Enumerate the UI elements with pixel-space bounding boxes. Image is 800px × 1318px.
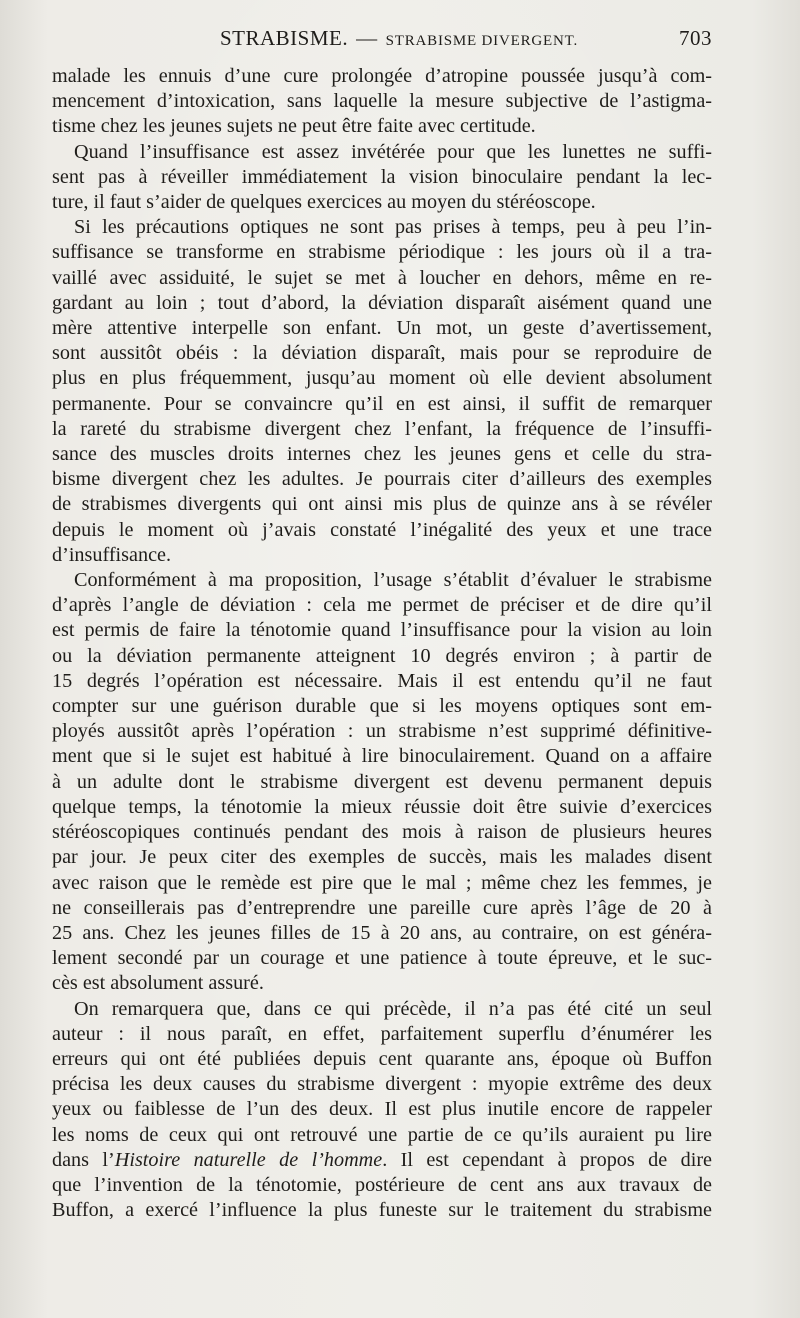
text-line-content: précisa les deux causes du strabisme divergent : myopie extrême des deux (52, 1073, 712, 1096)
text-line-content: vaillé avec assiduité, le sujet se met à loucher en dehors, même en re- (52, 266, 712, 289)
text-line (52, 417, 712, 442)
text-line (52, 593, 712, 618)
text-line-content: plus en plus fréquemment, jusqu’au moment où elle devient absolument (52, 367, 712, 390)
text-line (52, 946, 712, 971)
text-line-content: 25 ans. Chez les jeunes filles de 15 à 20 ans, au contraire, on est généra- (52, 921, 712, 944)
text-line-content: ou la déviation permanente atteignent 10 degrés environ ; à partir de (52, 644, 712, 667)
text-line-content: gardant au loin ; tout d’abord, la déviation disparaît aisément quand une (52, 291, 712, 314)
text-line-content: à un adulte dont le strabisme divergent est devenu permanent depuis (52, 770, 712, 793)
body-text (52, 64, 712, 1223)
text-line-content: Si les précautions optiques ne sont pas prises à temps, peu à peu l’in- (74, 216, 712, 239)
text-line (52, 140, 712, 165)
running-title (220, 26, 578, 51)
text-line (52, 543, 712, 568)
text-line-content: erreurs qui ont été publiées depuis cent quarante ans, époque où Buffon (52, 1047, 712, 1070)
text-line (52, 165, 712, 190)
text-line-content: compter sur une guérison durable que si les moyens optiques sont em- (52, 695, 712, 718)
text-line-content: 15 degrés l’opération est nécessaire. Mais il est entendu qu’il ne faut (52, 669, 712, 692)
text-line (52, 266, 712, 291)
text-line-content: malade les ennuis d’une cure prolongée d’atropine poussée jusqu’à com- (52, 65, 712, 87)
text-line (52, 845, 712, 870)
text-line (52, 896, 712, 921)
text-line (52, 1173, 712, 1198)
text-line (52, 366, 712, 391)
text-line (52, 744, 712, 769)
text-line-content: sance des muscles droits internes chez les jeunes gens et celle du stra- (52, 443, 712, 466)
text-line (52, 921, 712, 946)
text-line-content: ment que si le sujet est habitué à lire binoculairement. Quand on a affaire (52, 745, 712, 768)
text-line-content: dans l’ (52, 1148, 115, 1171)
text-line (52, 114, 712, 139)
text-line (52, 64, 712, 89)
text-line-content: ne conseillerais pas d’entreprendre une pareille cure après l’âge de 20 à (52, 896, 712, 919)
text-line-content: ployés aussitôt après l’opération : un strabisme n’est supprimé définitive- (52, 720, 712, 743)
text-line-content: d’après l’angle de déviation : cela me permet de préciser et de dire qu’il (52, 594, 712, 617)
text-line (52, 442, 712, 467)
text-line (52, 240, 712, 265)
text-line-content: bisme divergent chez les adultes. Je pourrais citer d’ailleurs des exemples (52, 468, 712, 491)
text-line (52, 1148, 712, 1173)
text-line (52, 316, 712, 341)
text-line-content: depuis le moment où j’avais constaté l’inégalité des yeux et une trace (52, 518, 712, 541)
text-line (52, 291, 712, 316)
text-line (52, 518, 712, 543)
text-line (52, 1198, 712, 1223)
text-line-content: Quand l’insuffisance est assez invétérée pour que les lunettes ne suffi- (74, 140, 712, 163)
text-line (52, 1047, 712, 1072)
text-line (52, 467, 712, 492)
text-line-content: Conformément à ma proposition, l’usage s’établit d’évaluer le strabisme (74, 569, 712, 592)
text-line (52, 215, 712, 240)
text-line (52, 644, 712, 669)
text-line (52, 341, 712, 366)
page-number: 703 (679, 26, 712, 50)
text-line (52, 669, 712, 694)
text-line-content: avec raison que le remède est pire que le mal ; même chez les femmes, je (52, 871, 712, 894)
text-line (52, 568, 712, 593)
text-line-content: sont aussitôt obéis : la déviation disparaît, mais pour se reproduire de (52, 342, 712, 365)
text-line-content: lement secondé par un courage et une patience à toute épreuve, et le suc- (52, 947, 712, 970)
text-line-content: que l’invention de la ténotomie, postérieure de cent ans aux travaux de (52, 1173, 712, 1196)
text-line-content: de strabismes divergents qui ont ainsi mis plus de quinze ans à se révéler (52, 493, 712, 516)
text-line-content: Buffon, a exercé l’influence la plus funeste sur le traitement du strabisme (52, 1199, 712, 1222)
text-line-content: permanente. Pour se convaincre qu’il en est ainsi, il suffit de remarquer (52, 392, 712, 415)
text-line-content: cès est absolument assuré. (52, 972, 264, 995)
text-line (52, 492, 712, 517)
text-line-content: suffisance se transforme en strabisme périodique : les jours où il a tra- (52, 241, 712, 264)
text-line (52, 719, 712, 744)
text-line-content: par jour. Je peux citer des exemples de succès, mais les malades disent (52, 846, 712, 869)
running-title-dash: — (356, 26, 378, 50)
running-header (52, 26, 712, 62)
italic-title: Histoire naturelle de l’homme (114, 1148, 383, 1171)
text-line-content: sent pas à réveiller immédiatement la vision binoculaire pendant la lec- (52, 165, 712, 188)
text-line-content: mère attentive interpelle son enfant. Un mot, un geste d’avertissement, (52, 317, 712, 340)
text-line (52, 795, 712, 820)
text-line (52, 618, 712, 643)
text-line-content: tisme chez les jeunes sujets ne peut être faite avec certitude. (52, 115, 536, 138)
text-line (52, 997, 712, 1022)
text-line (52, 1022, 712, 1047)
text-line-content: ture, il faut s’aider de quelques exercices au moyen du stéréoscope. (52, 191, 596, 214)
text-line (52, 190, 712, 215)
text-line-content: On remarquera que, dans ce qui précède, il n’a pas été cité un seul (74, 997, 712, 1020)
text-line (52, 694, 712, 719)
text-line (52, 971, 712, 996)
text-line (52, 1072, 712, 1097)
text-line (52, 820, 712, 845)
running-title-main: STRABISME. (220, 26, 349, 50)
text-line-content: auteur : il nous paraît, en effet, parfaitement superflu d’énumérer les (52, 1022, 712, 1045)
running-title-sub: STRABISME DIVERGENT. (385, 33, 578, 49)
text-line-content: la rareté du strabisme divergent chez l’enfant, la fréquence de l’insuffi- (52, 417, 712, 440)
text-line-content: d’insuffisance. (52, 543, 172, 566)
text-line-content: quelque temps, la ténotomie la mieux réussie doit être suivie d’exercices (52, 795, 712, 818)
text-line (52, 89, 712, 114)
text-line (52, 1123, 712, 1148)
text-line (52, 770, 712, 795)
text-line-continuation: . Il est cependant à propos de dire (382, 1148, 712, 1171)
text-line (52, 392, 712, 417)
text-line-content: yeux ou faiblesse de l’un des deux. Il est plus inutile encore de rappeler (52, 1098, 712, 1121)
text-line-content: les noms de ceux qui ont retrouvé une partie de ce qu’ils auraient pu lire (52, 1123, 712, 1146)
text-line-content: est permis de faire la ténotomie quand l’insuffisance pour la vision au loin (52, 619, 712, 642)
text-line-content: stéréoscopiques continués pendant des mois à raison de plusieurs heures (52, 821, 712, 844)
text-line (52, 1097, 712, 1122)
text-line (52, 871, 712, 896)
text-line-content: mencement d’intoxication, sans laquelle la mesure subjective de l’astigma- (52, 90, 712, 113)
